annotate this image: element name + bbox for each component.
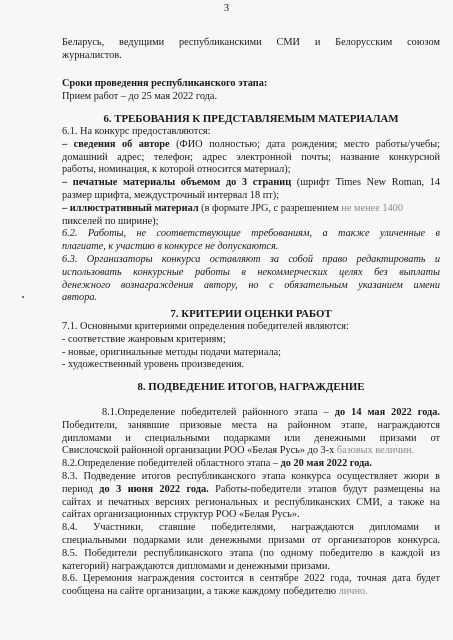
s8-p83-l2a: период — [62, 483, 100, 495]
s6-p63-line-2: использовать конкурсные работы в некоммерческих целях без выплаты — [62, 266, 440, 278]
section-8-heading: 8. ПОДВЕДЕНИЕ ИТОГОВ, НАГРАЖДЕНИЕ — [137, 381, 365, 393]
s8-p83-line-1: 8.3. Подведение итогов республиканского этапа конкурса осуществляет жюри в — [62, 470, 440, 482]
s6-author-bold: – сведения об авторе — [62, 138, 170, 150]
page-number: 3 — [223, 3, 230, 14]
s6-print-bold: – печатные материалы объемом до 3 страниц — [62, 177, 292, 189]
s6-illus-line-2: пикселей по ширине); — [62, 215, 159, 227]
s8-p86-line-1: 8.6. Церемония награждения состоится в сентябре 2022 года, точная дата будет — [62, 573, 440, 585]
s8-p82-a: 8.2.Определение победителей областного этапа – — [62, 458, 281, 470]
intro-line-1: Беларусь, ведущими республиканскими СМИ и Белорусским союзом — [62, 37, 440, 48]
s7-criterion-1: - соответствие жанровым критериям; — [62, 333, 226, 345]
s6-illus-rest: (в формате JPG, с разрешением — [198, 202, 342, 214]
s8-p83-line-3: сайтах и печатных версиях региональных и республиканских СМИ, а также на — [62, 496, 440, 508]
dates-paragraph — [62, 78, 440, 104]
s8-p81-line-4 — [62, 445, 440, 458]
s6-p1: 6.1. На конкурс предоставляются: — [62, 126, 211, 137]
s8-p84-line-1: 8.4. Участники, ставшие победителями, награждаются дипломами и — [62, 522, 440, 534]
s6-illus-line-1 — [62, 203, 440, 216]
dates-text: Прием работ – до 25 мая 2022 года. — [62, 90, 218, 102]
s7-criterion-2: - новые, оригинальные методы подачи материала; — [62, 346, 282, 358]
section-8-body — [62, 407, 440, 599]
s6-print-rest: (шрифт Times New Roman, 14 — [291, 177, 440, 189]
intro-line-2: журналистов. — [62, 49, 122, 61]
s8-p81-line-2: Победители, занявшие призовые места на районном этапе, награждаются — [62, 419, 440, 431]
s6-illus-bold: – иллюстративный материал — [62, 202, 199, 214]
s8-p83-l2b: до 3 июня 2022 года. — [99, 483, 209, 495]
section-6-heading: 6. ТРЕБОВАНИЯ К ПРЕДСТАВЛЯЕМЫМ МАТЕРИАЛАМ — [103, 113, 399, 125]
s8-p83-line-2 — [62, 484, 440, 497]
s8-p81-b: до 14 мая 2022 года. — [334, 407, 440, 418]
s8-p84-line-2: специальными подарками или денежными призами от организаторов конкурса. — [62, 534, 440, 546]
s8-p82-b: до 20 мая 2022 года. — [280, 458, 373, 470]
s6-p62-line-2: плагиате, к участию в конкурсе не допускаются. — [62, 241, 279, 253]
s7-p1: 7.1. Основными критериями определения победителей являются: — [62, 321, 349, 332]
s6-author-line-2: домашний адрес; телефон; адрес электронной почты; название конкурсной — [62, 151, 440, 163]
s6-illus-faded: не менее 1400 — [341, 202, 403, 214]
s6-print-line-2: размер шрифта, междустрочный интервал 18 пт); — [62, 189, 280, 201]
s6-p63-line-1: 6.3. Организаторы конкурса оставляют за собой право редактировать и — [62, 253, 440, 265]
s6-p63-line-4: автора. — [62, 292, 98, 304]
s8-p81-line-1 — [62, 407, 440, 420]
s8-p83-line-4: сайтах организационных структур РОО «Белая Русь». — [62, 509, 300, 521]
scan-speck — [22, 296, 24, 298]
s8-p85-line-2: категорий) награждаются дипломами и денежными призами. — [62, 560, 331, 572]
s8-p81-l4a: Свислочской районной организации РОО «Белая Русь» до 3-х — [62, 445, 337, 457]
s8-p86-l2b: лично. — [338, 586, 368, 598]
s8-p81-line-3: дипломами и специальными подарками или денежными призами от — [62, 432, 440, 444]
s8-p81-l4b: базовых величин. — [336, 445, 415, 457]
intro-paragraph — [62, 37, 440, 63]
s8-p86-line-2 — [62, 586, 440, 599]
s8-p85-line-1: 8.5. Победители республиканского этапа (по одному победителю в каждой из — [62, 547, 440, 559]
s6-p62-line-1: 6.2. Работы, не соответствующие требованиям, а также уличенные в — [62, 228, 440, 240]
s8-p82-line — [62, 458, 440, 471]
s8-p81-a: 8.1.Определение победителей районного этапа – — [102, 407, 335, 418]
section-7-heading: 7. КРИТЕРИИ ОЦЕНКИ РАБОТ — [170, 308, 332, 320]
s8-p83-l2c: Работы-победители этапов будут размещены на — [208, 483, 441, 495]
s8-p86-l2a: сообщена на сайте организации, а также каждому победителю — [62, 586, 339, 598]
s7-criterion-3: - художественный уровень произведения. — [62, 359, 245, 371]
s6-author-rest: (ФИО полностью; дата рождения; место работы/учебы; — [169, 138, 440, 150]
section-6-body — [62, 126, 440, 305]
s6-author-line-1 — [62, 139, 440, 152]
s6-print-line-1 — [62, 177, 440, 190]
s6-author-line-3: работы, номинация, к которой относится материал); — [62, 164, 291, 176]
section-7-body — [62, 321, 440, 372]
dates-title: Сроки проведения республиканского этапа: — [62, 78, 268, 89]
s6-p63-line-3: денежного вознаграждения автору, но с обязательным указанием имени — [62, 279, 440, 291]
